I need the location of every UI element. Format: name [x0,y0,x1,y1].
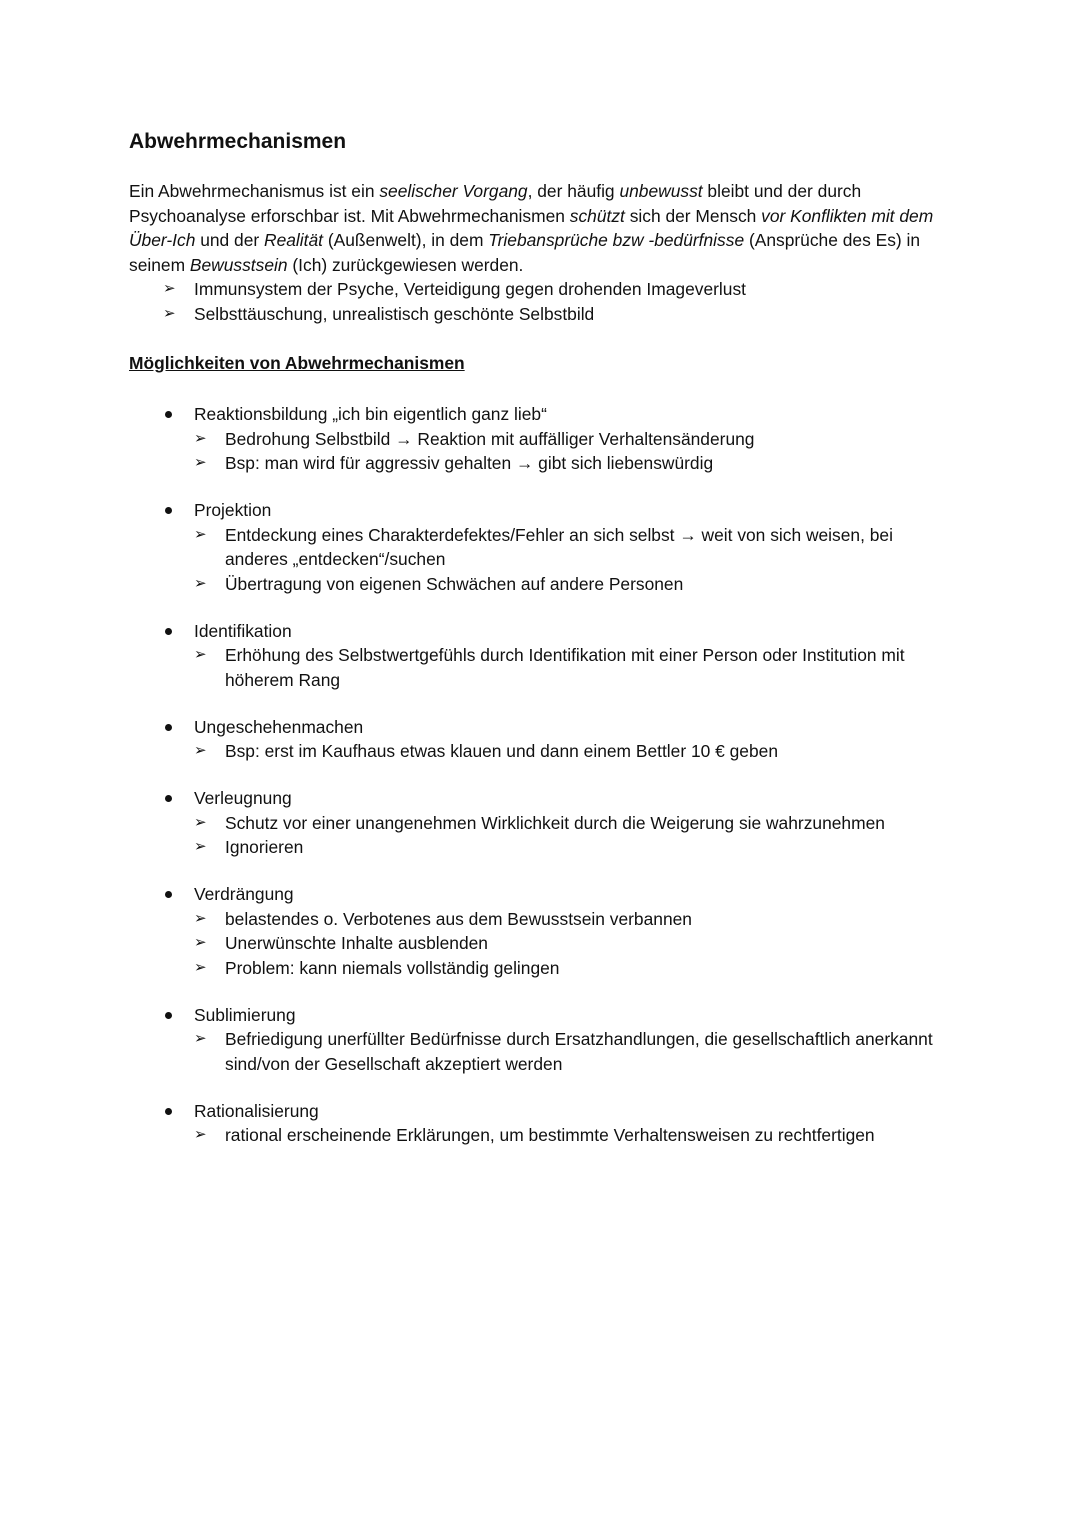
paragraph-text: sich der Mensch [624,205,762,226]
emphasized-term: seelischer Vorgang [379,181,528,201]
mechanism-point [194,931,959,956]
mechanism-point-text: Befriedigung unerfüllter Bedürfnisse durch Ersatzhandlungen, die gesellschaftlich anerkannt sind/von der Gesellschaft akzeptiert werden [225,1029,933,1074]
mechanism-point-text: belastendes o. Verbotenes aus dem Bewusstsein verbannen [225,908,692,929]
mechanism-point-text: Bsp: erst im Kaufhaus etwas klauen und dann einem Bettler 10 € geben [225,741,778,761]
emphasized-term: Realität [264,230,323,250]
mechanism-point-text: Bsp: man wird für aggressiv gehalten → gibt sich liebenswürdig [225,453,714,473]
arrow-bullet-icon: ➢ [194,454,207,471]
mechanism-point-text: Entdeckung eines Charakterdefektes/Fehler an sich selbst → weit von sich weisen, bei anderes „entdecken“/suchen [225,524,893,569]
mechanism-item [129,1003,959,1077]
paragraph-text: (Außenwelt), in dem [323,230,489,250]
mechanism-point-text: rational erscheinende Erklärungen, um bestimmte Verhaltensweisen zu rechtfertigen [225,1125,875,1145]
mechanism-point-list [194,811,959,860]
mechanism-item [129,1099,959,1148]
mechanism-point [194,907,959,932]
bullet-icon [165,724,172,731]
mechanism-item [129,402,959,476]
mechanism-point [194,643,959,692]
emphasized-term: unbewusst [619,181,703,201]
mechanism-point [194,835,959,860]
mechanism-point [194,451,959,476]
arrow-bullet-icon: ➢ [194,574,207,592]
paragraph-text: , der häufig [527,181,620,201]
mechanism-item [129,619,959,693]
mechanism-name: Sublimierung [194,1004,296,1025]
mechanism-point [194,739,959,764]
arrow-bullet-icon: ➢ [194,742,207,759]
paragraph-text: und der [195,230,265,250]
mechanism-point-list [194,523,959,597]
arrow-bullet-icon: ➢ [194,909,207,927]
arrow-bullet-icon: ➢ [194,429,207,447]
arrow-bullet-icon: ➢ [194,525,207,543]
mechanism-name: Ungeschehenmachen [194,716,364,737]
mechanism-name: Projektion [194,500,272,520]
paragraph-text: (Ansprüche des Es) in seinem [129,230,921,275]
mechanism-point-text: Ignorieren [225,837,304,857]
intro-point [129,277,959,302]
mechanism-point-text: Unerwünschte Inhalte ausblenden [225,933,488,953]
mechanism-point-text: Bedrohung Selbstbild → Reaktion mit auffälliger Verhaltensänderung [225,428,755,449]
emphasized-term: schützt [569,205,625,226]
intro-paragraph [129,179,959,277]
mechanism-point-text: Schutz vor einer unangenehmen Wirklichkeit durch die Weigerung sie wahrzunehmen [225,812,885,833]
intro-point-list [129,277,959,326]
mechanism-point [194,811,959,836]
mechanism-point [194,1027,959,1076]
mechanism-point-text: Übertragung von eigenen Schwächen auf andere Personen [225,573,684,594]
mechanism-item [129,715,959,764]
intro-point-text: Immunsystem der Psyche, Verteidigung gegen drohenden Imageverlust [194,279,746,299]
section-heading: Möglichkeiten von Abwehrmechanismen [129,353,465,373]
mechanism-name: Rationalisierung [194,1100,319,1121]
arrow-bullet-icon: ➢ [163,304,176,322]
mechanism-point-list [194,739,959,764]
mechanism-point [194,523,959,572]
arrow-bullet-icon: ➢ [194,1030,207,1047]
emphasized-term: vor Konflikten mit dem Über-Ich [129,205,934,250]
arrow-bullet-icon: ➢ [194,934,207,951]
page-title: Abwehrmechanismen [129,130,347,153]
arrow-bullet-icon: ➢ [163,280,176,297]
mechanism-point-list [194,427,959,476]
bullet-icon [165,891,172,898]
bullet-icon [165,411,172,418]
paragraph-text: bleibt und der durch Psychoanalyse erforschbar ist. Mit Abwehrmechanismen [129,181,862,226]
mechanism-point-text: Problem: kann niemals vollständig gelingen [225,957,560,978]
intro-point [129,302,959,327]
bullet-icon [165,507,172,514]
mechanism-item [129,882,959,980]
mechanism-point-list [194,1027,959,1076]
intro-point-text: Selbsttäuschung, unrealistisch geschönte Selbstbild [194,303,595,324]
mechanism-point [194,956,959,981]
emphasized-term: Triebansprüche bzw -bedürfnisse [488,230,745,250]
arrow-bullet-icon: ➢ [194,958,207,976]
intro-section [129,179,959,326]
arrow-bullet-icon: ➢ [194,646,207,663]
mechanism-name: Identifikation [194,620,292,641]
paragraph-text: (Ich) zurückgewiesen werden. [287,254,524,275]
arrow-bullet-icon: ➢ [194,1126,207,1143]
mechanism-point-list [194,1123,959,1148]
mechanism-item [129,498,959,596]
mechanism-point [194,427,959,452]
mechanism-name: Verdrängung [194,884,294,904]
arrow-bullet-icon: ➢ [194,813,207,831]
mechanism-point [194,572,959,597]
bullet-icon [165,795,172,802]
mechanism-point-list [194,643,959,692]
arrow-bullet-icon: ➢ [194,838,207,855]
mechanism-name: Verleugnung [194,788,292,808]
bullet-icon [165,628,172,635]
mechanism-name: Reaktionsbildung „ich bin eigentlich ganz lieb“ [194,404,547,424]
mechanism-point-text: Erhöhung des Selbstwertgefühls durch Identifikation mit einer Person oder Institution mit höherem Rang [225,645,905,690]
bullet-icon [165,1108,172,1115]
mechanism-point-list [194,907,959,981]
mechanism-item [129,786,959,860]
bullet-icon [165,1012,172,1019]
mechanism-list [129,402,959,1170]
emphasized-term: Bewusstsein [189,254,288,275]
mechanism-point [194,1123,959,1148]
paragraph-text: Ein Abwehrmechanismus ist ein [129,181,380,201]
